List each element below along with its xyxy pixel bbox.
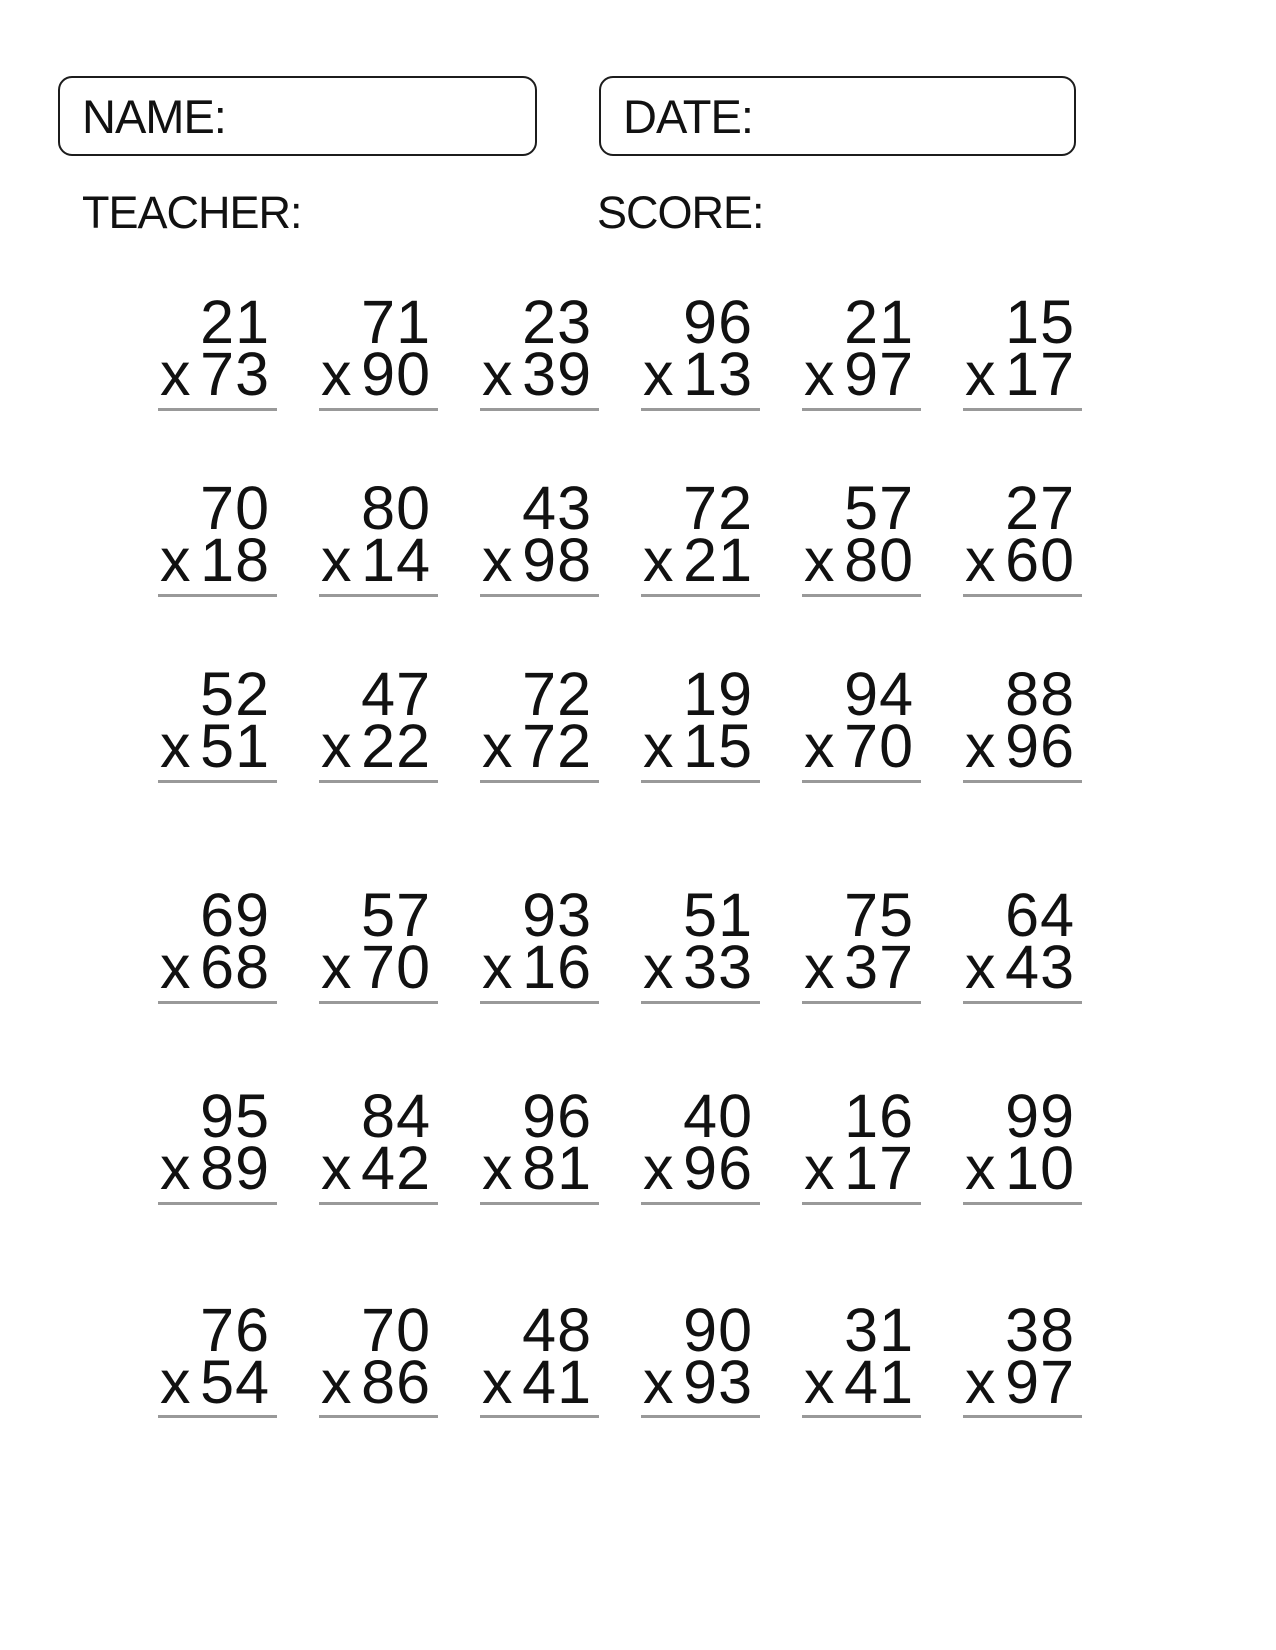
bottom-operand: 93: [683, 1347, 753, 1416]
multiplication-problem: [963, 288, 1082, 411]
answer-line: [802, 1347, 921, 1418]
problem-row-3: [158, 659, 1118, 783]
multiplication-problem: [963, 1295, 1082, 1419]
top-operand: 27: [1005, 473, 1075, 542]
bottom-operand: 97: [1005, 1347, 1075, 1416]
multiply-operator: x: [965, 712, 997, 781]
multiplication-problem: [641, 288, 760, 411]
multiply-operator: x: [804, 1347, 836, 1416]
bottom-operand: 80: [844, 526, 914, 595]
top-operand: 16: [844, 1081, 914, 1150]
problem-row-4: [158, 880, 1118, 1004]
multiply-operator: x: [804, 933, 836, 1002]
bottom-operand: 37: [844, 933, 914, 1002]
multiplication-problem: [158, 1081, 277, 1205]
multiplication-problem: [641, 880, 760, 1004]
bottom-operand: 15: [683, 712, 753, 781]
top-operand: 57: [844, 473, 914, 542]
bottom-operand: 97: [844, 340, 914, 409]
multiply-operator: x: [160, 1347, 192, 1416]
answer-line: [480, 340, 599, 410]
multiplication-problem: [319, 288, 438, 411]
name-label: NAME:: [82, 89, 226, 143]
multiplication-problem: [641, 1295, 760, 1419]
multiply-operator: x: [160, 526, 192, 595]
multiplication-problem: [802, 1295, 921, 1419]
top-operand: 19: [683, 659, 753, 728]
bottom-operand: 96: [1005, 712, 1075, 781]
multiply-operator: x: [160, 1134, 192, 1203]
top-operand: 21: [844, 288, 914, 356]
multiplication-problem: [641, 659, 760, 783]
multiply-operator: x: [643, 340, 675, 409]
top-operand: 40: [683, 1081, 753, 1150]
multiply-operator: x: [321, 1134, 353, 1203]
multiply-operator: x: [804, 1134, 836, 1203]
multiply-operator: x: [482, 1134, 514, 1203]
answer-line: [319, 340, 438, 410]
answer-line: [802, 933, 921, 1003]
bottom-operand: 54: [200, 1347, 270, 1416]
answer-line: [641, 712, 760, 782]
bottom-operand: 17: [1005, 340, 1075, 409]
answer-line: [319, 933, 438, 1003]
top-operand: 64: [1005, 880, 1075, 949]
multiply-operator: x: [643, 933, 675, 1002]
name-field[interactable]: [58, 76, 537, 156]
top-operand: 23: [522, 288, 592, 356]
bottom-operand: 41: [844, 1347, 914, 1416]
bottom-operand: 70: [844, 712, 914, 781]
top-operand: 80: [361, 473, 431, 542]
date-field[interactable]: [599, 76, 1076, 156]
top-operand: 76: [200, 1295, 270, 1364]
multiplication-problem: [480, 1295, 599, 1419]
multiply-operator: x: [321, 1347, 353, 1416]
problem-row-1: [158, 288, 1118, 411]
bottom-operand: 96: [683, 1134, 753, 1203]
multiply-operator: x: [965, 340, 997, 409]
multiply-operator: x: [643, 1347, 675, 1416]
top-operand: 21: [200, 288, 270, 356]
multiply-operator: x: [643, 712, 675, 781]
answer-line: [158, 1347, 277, 1418]
answer-line: [963, 1134, 1082, 1204]
bottom-operand: 51: [200, 712, 270, 781]
answer-line: [641, 933, 760, 1003]
top-operand: 99: [1005, 1081, 1075, 1150]
top-operand: 90: [683, 1295, 753, 1364]
bottom-operand: 21: [683, 526, 753, 595]
multiply-operator: x: [321, 933, 353, 1002]
bottom-operand: 42: [361, 1134, 431, 1203]
multiply-operator: x: [482, 340, 514, 409]
answer-line: [158, 712, 277, 782]
bottom-operand: 33: [683, 933, 753, 1002]
multiply-operator: x: [160, 712, 192, 781]
answer-line: [641, 340, 760, 410]
multiply-operator: x: [804, 526, 836, 595]
multiplication-problem: [319, 473, 438, 597]
bottom-operand: 13: [683, 340, 753, 409]
top-operand: 93: [522, 880, 592, 949]
top-operand: 88: [1005, 659, 1075, 728]
multiplication-problem: [963, 1081, 1082, 1205]
multiplication-problem: [319, 659, 438, 783]
multiply-operator: x: [160, 933, 192, 1002]
multiply-operator: x: [482, 1347, 514, 1416]
top-operand: 43: [522, 473, 592, 542]
multiply-operator: x: [804, 712, 836, 781]
multiply-operator: x: [804, 340, 836, 409]
answer-line: [802, 526, 921, 596]
multiplication-problem: [158, 1295, 277, 1419]
multiply-operator: x: [160, 340, 192, 409]
answer-line: [641, 1347, 760, 1418]
top-operand: 96: [683, 288, 753, 356]
bottom-operand: 10: [1005, 1134, 1075, 1203]
top-operand: 70: [361, 1295, 431, 1364]
top-operand: 51: [683, 880, 753, 949]
multiplication-problem: [158, 880, 277, 1004]
multiplication-problem: [480, 659, 599, 783]
bottom-operand: 73: [200, 340, 270, 409]
top-operand: 75: [844, 880, 914, 949]
bottom-operand: 14: [361, 526, 431, 595]
top-operand: 57: [361, 880, 431, 949]
score-label: SCORE:: [597, 187, 764, 238]
multiply-operator: x: [482, 526, 514, 595]
multiply-operator: x: [321, 526, 353, 595]
multiplication-problem: [963, 473, 1082, 597]
multiplication-problem: [480, 473, 599, 597]
multiplication-problem: [480, 1081, 599, 1205]
multiply-operator: x: [643, 526, 675, 595]
top-operand: 48: [522, 1295, 592, 1364]
bottom-operand: 98: [522, 526, 592, 595]
problem-row-6: [158, 1295, 1118, 1419]
top-operand: 71: [361, 288, 431, 356]
top-operand: 72: [683, 473, 753, 542]
multiplication-problem: [802, 880, 921, 1004]
answer-line: [963, 340, 1082, 410]
top-operand: 47: [361, 659, 431, 728]
answer-line: [319, 712, 438, 782]
multiplication-problem: [158, 473, 277, 597]
top-operand: 95: [200, 1081, 270, 1150]
answer-line: [480, 1347, 599, 1418]
multiplication-problem: [963, 880, 1082, 1004]
bottom-operand: 43: [1005, 933, 1075, 1002]
multiplication-problem: [963, 659, 1082, 783]
bottom-operand: 22: [361, 712, 431, 781]
answer-line: [480, 712, 599, 782]
answer-line: [641, 526, 760, 596]
top-operand: 15: [1005, 288, 1075, 356]
top-operand: 69: [200, 880, 270, 949]
answer-line: [158, 933, 277, 1003]
teacher-label: TEACHER:: [82, 187, 302, 238]
multiply-operator: x: [643, 1134, 675, 1203]
top-operand: 38: [1005, 1295, 1075, 1364]
top-operand: 72: [522, 659, 592, 728]
answer-line: [480, 526, 599, 596]
bottom-operand: 68: [200, 933, 270, 1002]
top-operand: 96: [522, 1081, 592, 1150]
multiply-operator: x: [482, 933, 514, 1002]
top-operand: 84: [361, 1081, 431, 1150]
answer-line: [963, 526, 1082, 596]
date-label: DATE:: [623, 89, 753, 143]
answer-line: [963, 712, 1082, 782]
answer-line: [158, 340, 277, 410]
bottom-operand: 41: [522, 1347, 592, 1416]
problems-grid: [158, 288, 1118, 1418]
answer-line: [319, 1134, 438, 1204]
multiply-operator: x: [965, 526, 997, 595]
multiplication-problem: [802, 288, 921, 411]
bottom-operand: 16: [522, 933, 592, 1002]
bottom-operand: 39: [522, 340, 592, 409]
multiplication-problem: [802, 1081, 921, 1205]
answer-line: [158, 526, 277, 596]
bottom-operand: 90: [361, 340, 431, 409]
bottom-operand: 18: [200, 526, 270, 595]
bottom-operand: 70: [361, 933, 431, 1002]
bottom-operand: 81: [522, 1134, 592, 1203]
multiply-operator: x: [965, 1347, 997, 1416]
multiplication-problem: [319, 1295, 438, 1419]
answer-line: [319, 1347, 438, 1418]
multiply-operator: x: [321, 712, 353, 781]
multiply-operator: x: [965, 1134, 997, 1203]
problem-row-5: [158, 1081, 1118, 1205]
multiplication-problem: [802, 473, 921, 597]
multiplication-problem: [158, 288, 277, 411]
multiply-operator: x: [321, 340, 353, 409]
top-operand: 31: [844, 1295, 914, 1364]
answer-line: [641, 1134, 760, 1204]
bottom-operand: 72: [522, 712, 592, 781]
answer-line: [480, 1134, 599, 1204]
multiply-operator: x: [482, 712, 514, 781]
multiplication-problem: [480, 288, 599, 411]
multiply-operator: x: [965, 933, 997, 1002]
top-operand: 52: [200, 659, 270, 728]
answer-line: [802, 712, 921, 782]
bottom-operand: 86: [361, 1347, 431, 1416]
problem-row-2: [158, 473, 1118, 597]
answer-line: [480, 933, 599, 1003]
multiplication-problem: [319, 880, 438, 1004]
multiplication-problem: [158, 659, 277, 783]
multiplication-problem: [802, 659, 921, 783]
multiplication-problem: [641, 473, 760, 597]
answer-line: [802, 1134, 921, 1204]
answer-line: [158, 1134, 277, 1204]
top-operand: 70: [200, 473, 270, 542]
top-operand: 94: [844, 659, 914, 728]
multiplication-problem: [641, 1081, 760, 1205]
bottom-operand: 89: [200, 1134, 270, 1203]
answer-line: [802, 340, 921, 410]
answer-line: [963, 1347, 1082, 1418]
answer-line: [963, 933, 1082, 1003]
bottom-operand: 60: [1005, 526, 1075, 595]
multiplication-problem: [480, 880, 599, 1004]
bottom-operand: 17: [844, 1134, 914, 1203]
multiplication-problem: [319, 1081, 438, 1205]
answer-line: [319, 526, 438, 596]
